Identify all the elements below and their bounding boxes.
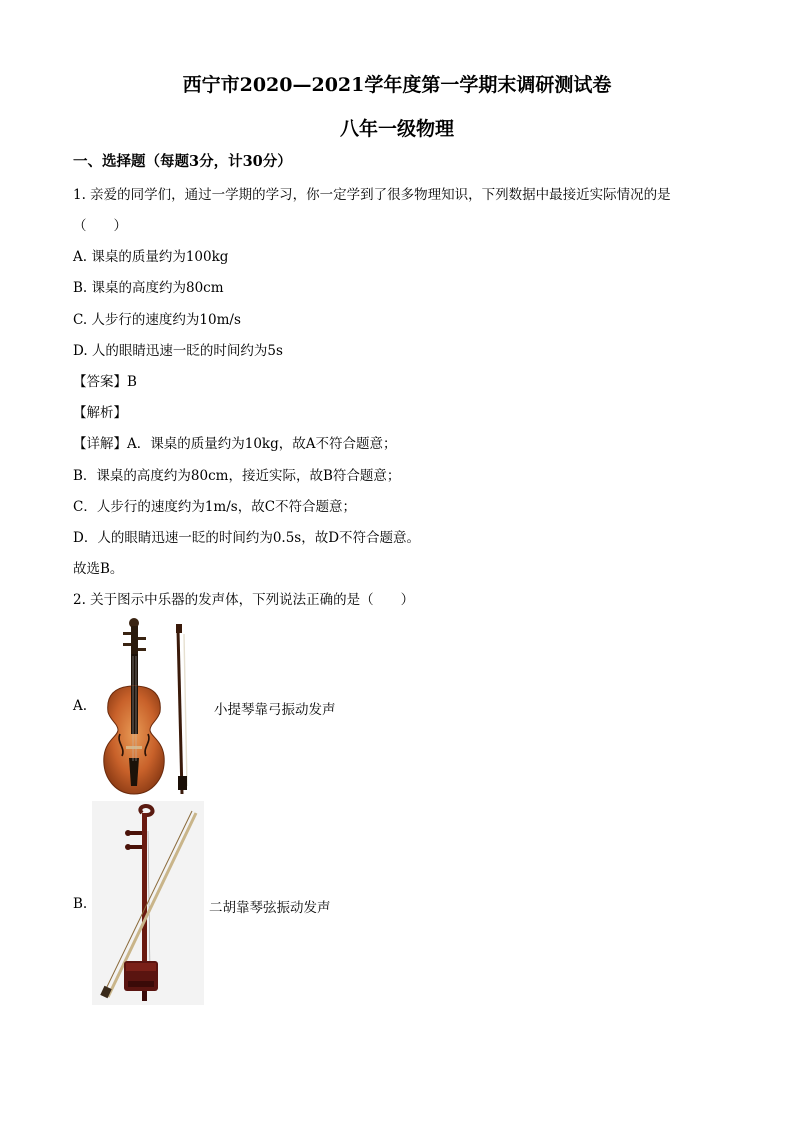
question-2-option-b-caption: 二胡靠琴弦振动发声 <box>209 900 331 916</box>
violin-image <box>96 616 196 800</box>
question-1-answer: 【答案】B <box>73 374 137 390</box>
question-1-blank: （ ） <box>73 218 127 234</box>
question-1-conclusion: 故选B。 <box>73 561 124 577</box>
question-1-detail-c: C．人步行的速度约为1m/s，故C不符合题意； <box>73 499 357 515</box>
question-2-option-a-caption: 小提琴靠弓振动发声 <box>214 702 336 718</box>
question-1-detail-a: 【详解】A．课桌的质量约为10kg，故A不符合题意； <box>73 436 397 452</box>
exam-title: 西宁市2020—2021学年度第一学期末调研测试卷 <box>182 74 612 96</box>
section-header: 一、选择题（每题3分，计30分） <box>73 153 292 170</box>
erhu-image <box>92 801 204 1005</box>
question-2-option-a-letter: A. <box>73 698 88 714</box>
question-2-option-b-letter: B. <box>73 896 88 912</box>
question-1-option-a: A. 课桌的质量约为100kg <box>73 249 229 265</box>
question-1-detail-d: D．人的眼睛迅速一眨的时间约为0.5s，故D不符合题意。 <box>73 530 421 546</box>
question-1-analysis-label: 【解析】 <box>73 405 127 421</box>
question-1-option-c: C. 人步行的速度约为10m/s <box>73 312 241 328</box>
question-1-detail-b: B．课桌的高度约为80cm，接近实际，故B符合题意； <box>73 468 401 484</box>
question-1-option-b: B. 课桌的高度约为80cm <box>73 280 224 296</box>
question-2-stem: 2. 关于图示中乐器的发声体，下列说法正确的是（ ） <box>73 592 415 608</box>
question-1-option-d: D. 人的眼睛迅速一眨的时间约为5s <box>73 343 283 359</box>
question-1-stem: 1. 亲爱的同学们，通过一学期的学习，你一定学到了很多物理知识，下列数据中最接近实际情况的是 <box>73 187 671 203</box>
exam-subtitle: 八年一级物理 <box>339 118 454 140</box>
